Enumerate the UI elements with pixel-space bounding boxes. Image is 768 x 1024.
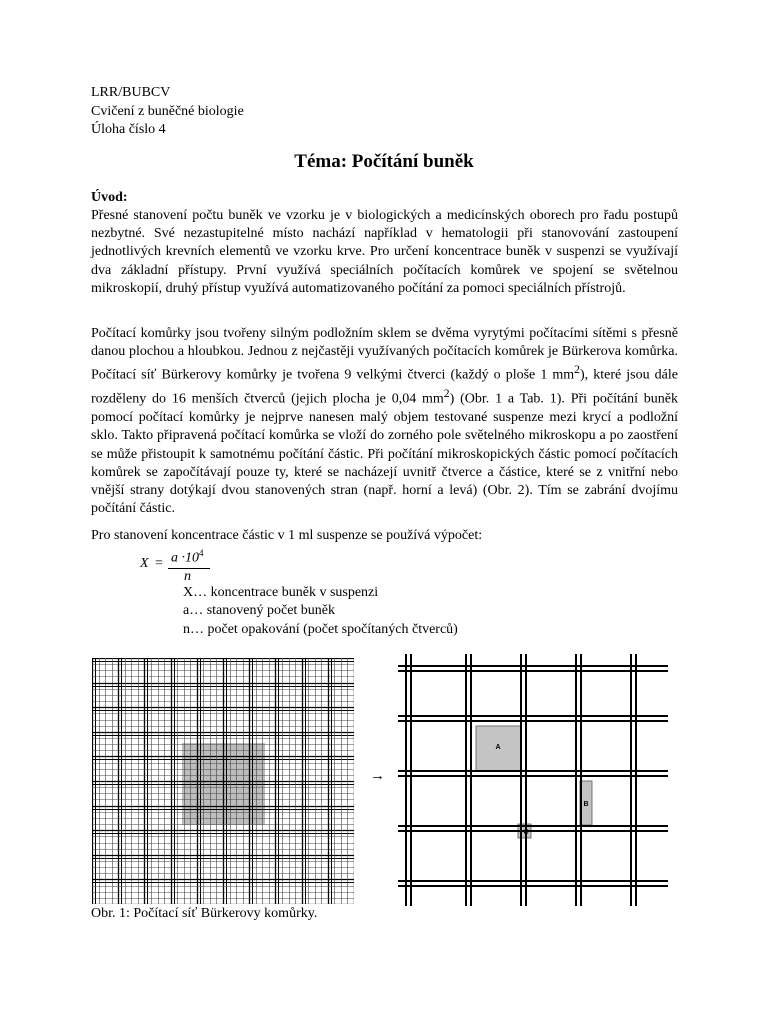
counting-chamber-paragraph: [91, 325, 678, 518]
particle-a-label: A: [495, 744, 501, 751]
formula-equals: =: [155, 556, 163, 571]
concentration-formula: [140, 548, 220, 588]
document-header: [91, 84, 244, 140]
numerator-exponent: 4: [199, 548, 204, 558]
paragraph-text-part: ) (Obr. 1 a Tab. 1). Při počítání buněk pomocí počítací komůrky je nejprve nanesen malý objem testované suspenze mezi krycí a podložní sklo. Takto připravená počítací komůrka se vloží do zorného pole světelného mikroskopu a po zaostření se může přistoupit k samotnému počítání částic. Při počítání mikroskopických částic pomocí počítacích komůrek se započítávají pouze ty, které se nacházejí uvnitř čtverce a částice, které se z vnitřní nebo vnější strany dotýkají dvou stanovených stran (např. horní a levá) (Obr. 2). Tím se zabrání dvojímu počítání částic.: [91, 391, 678, 517]
legend-n: n… počet opakování (počet spočítaných čtverců): [183, 621, 458, 637]
formula-denominator: n: [184, 569, 191, 584]
intro-paragraph: Přesné stanovení počtu buněk ve vzorku je v biologických a medicínských oborech pro řadu postupů nezbytné. Své nezastupitelné místo nachází například v hematologii při stanovování zastoupení jednotlivých krevních elementů ve vzorku krve. Pro určení koncentrace buněk v suspenzi se využívají dva základní přístupy. První využívá speciálních počítacích komůrek ve spojení se světelnou mikroskopií, druhý přístup využívá automatizovaného počítání za pomoci speciálních přístrojů.: [91, 208, 678, 296]
particle-c-label: C: [523, 829, 529, 836]
paragraph-text-part: ), které jsou dále rozděleny do 16 menších čtverců (jejich plocha je 0,04 mm: [91, 368, 678, 407]
legend-x: X… koncentrace buněk v suspenzi: [183, 585, 379, 600]
formula-numerator: [171, 548, 204, 567]
legend-a: a… stanovený počet buněk: [183, 603, 336, 619]
numerator-text: a ·10: [171, 550, 199, 566]
formula-legend: [183, 584, 458, 639]
page-title: Téma: Počítání buněk: [294, 151, 474, 172]
arrow-icon: →: [370, 768, 385, 784]
counting-rule-figure: [398, 654, 668, 906]
course-name: Cvičení z buněčné biologie: [91, 103, 244, 119]
calculation-intro: Pro stanovení koncentrace částic v 1 ml suspenze se používá výpočet:: [91, 528, 483, 543]
task-number: Úloha číslo 4: [91, 122, 166, 137]
particle-b-label: B: [583, 801, 589, 808]
burker-grid-figure: [92, 658, 354, 904]
superscript: 2: [443, 387, 450, 401]
course-code: LRR/BUBCV: [91, 85, 171, 100]
superscript: 2: [574, 363, 580, 377]
figure1-caption: Obr. 1: Počítací síť Bürkerovy komůrky.: [91, 906, 318, 921]
paragraph-text-part: Počítací komůrky jsou tvořeny silným podložním sklem se dvěma vyrytými počítacími sítěmi s přesně danou plochou a hloubkou. Jednou z nejčastěji využívaných počítacích komůrek je Bürkerova komůrka. Počítací síť Bürkerovy komůrky je tvořena 9 velkými čtverci (každý o ploše 1 mm: [91, 326, 678, 384]
intro-heading: Úvod:: [91, 190, 128, 205]
formula-lhs: X: [140, 556, 149, 571]
